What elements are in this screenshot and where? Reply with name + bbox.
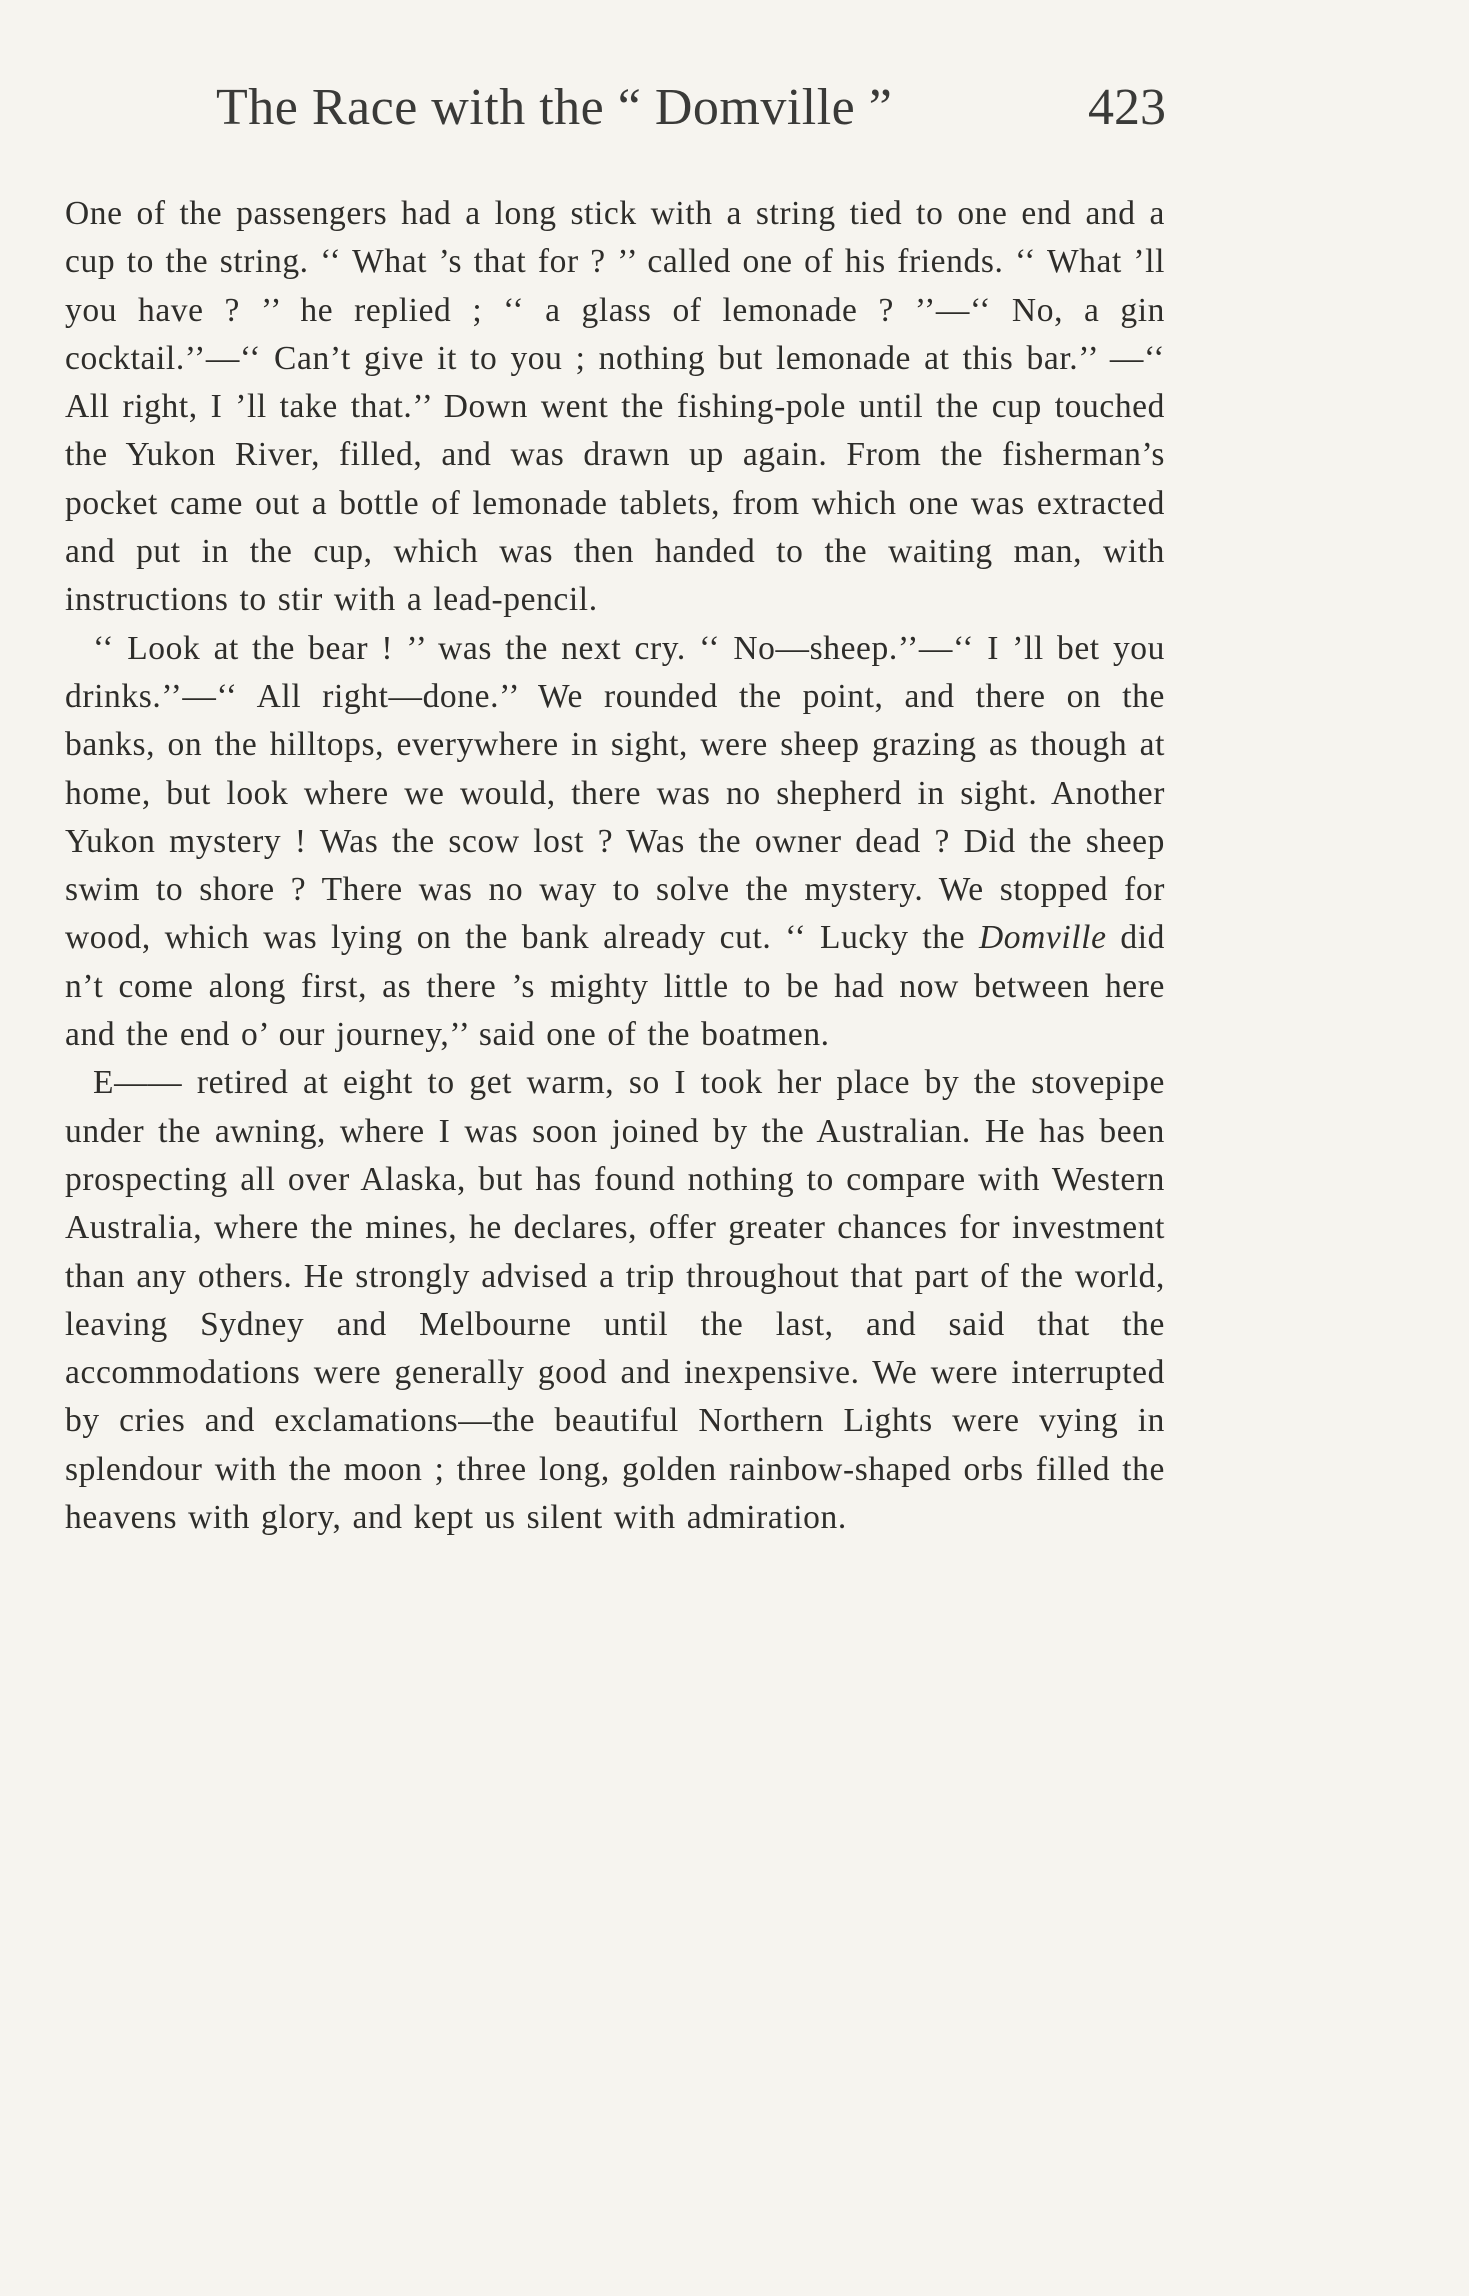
paragraph-sheep-text-end: did n’t come along first, as there ’s mighty little to be had now between here and the end o’ our journey,’’ said one of the boatmen. [65, 919, 1165, 1054]
paragraph-lemonade [65, 190, 1165, 625]
ship-name-italic: Domville [978, 919, 1107, 957]
paragraph-australian-text: E—— retired at eight to get warm, so I took her place by the stovepipe under the awning, where I was soon joined by the Australian. He has been prospecting all over Alaska, but has found nothing to compare with Western Australia, where the mines, he declares, offer greater chances for investment than any others. He strongly advised a trip throughout that part of the world, leaving Sydney and Melbourne until the last, and said that the accommodations were generally good and inexpensive. We were interrupted by cries and exclamations—the beautiful Northern Lights were vying in splendour with the moon ; three long, golden rainbow-shaped orbs filled the heavens with glory, and kept us silent with admiration. [65, 1064, 1165, 1537]
paragraph-sheep-text-start: ‘‘ Look at the bear ! ’’ was the next cry. ‘‘ No—sheep.’’—‘‘ I ’ll bet you drinks.’’—‘‘ All right—done.’’ We rounded the point, and there on the banks, on the hilltops, everywhere in sight, were sheep grazing as though at home, but look where we would, there was no shepherd in sight. Another Yukon mystery ! Was the scow lost ? Was the owner dead ? Did the sheep swim to shore ? There was no way to solve the mystery. We stopped for wood, which was lying on the bank already cut. ‘‘ Lucky the [65, 629, 1165, 957]
paragraph-sheep [65, 625, 1165, 1060]
paragraph-australian [65, 1059, 1165, 1542]
body-text [65, 190, 1165, 1542]
running-head [216, 78, 1166, 158]
paragraph-lemonade-text: One of the passengers had a long stick with a string tied to one end and a cup to the string. ‘‘ What ’s that for ? ’’ called one of his friends. ‘‘ What ’ll you have ? ’’ he replied ; ‘‘ a glass of lemonade ? ’’—‘‘ No, a gin cocktail.’’—‘‘ Can’t give it to you ; nothing but lemonade at this bar.’’ —‘‘ All right, I ’ll take that.’’ Down went the fishing-pole until the cup touched the Yukon River, filled, and was drawn up again. From the fisherman’s pocket came out a bottle of lemonade tablets, from which one was extracted and put in the cup, which was then handed to the waiting man, with instructions to stir with a lead-pencil. [65, 195, 1165, 619]
running-title: The Race with the “ Domville ” [216, 79, 893, 136]
page-number: 423 [1088, 79, 1166, 136]
